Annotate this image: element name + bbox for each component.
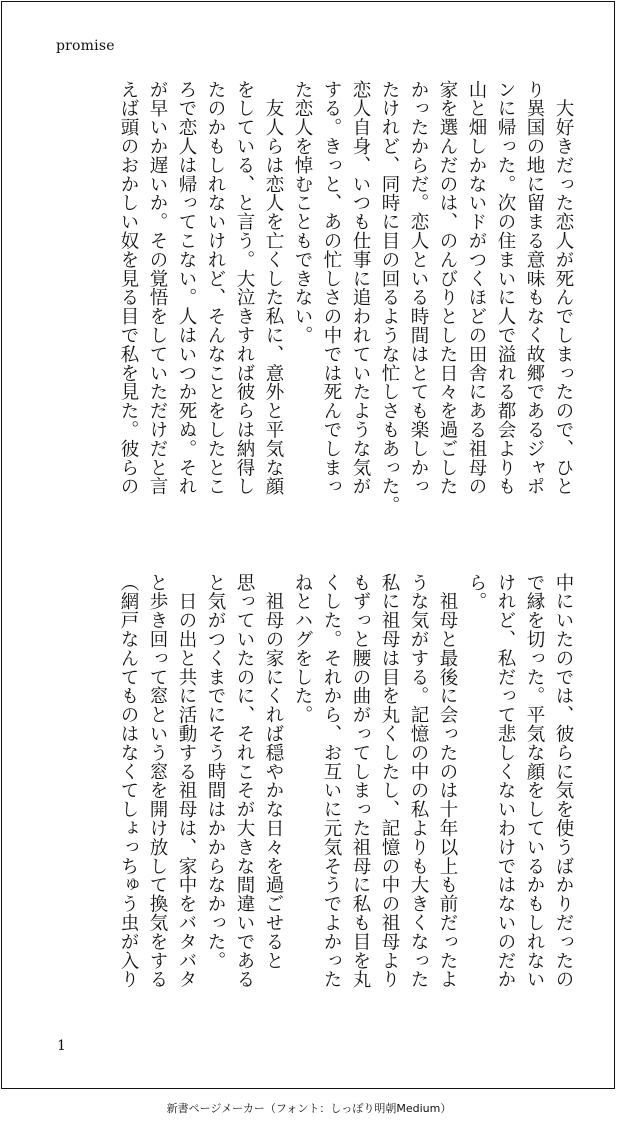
text-column: をしている、と言う。大泣きすれば彼らは納得し <box>234 80 255 496</box>
text-column: うな気がする。記憶の中の私よりも大きくなった <box>408 573 429 989</box>
text-column: と歩き回って窓という窓を開け放して換気をする <box>147 573 168 989</box>
text-column: えば頭のおかしい奴を見る目で私を見た。彼らの <box>118 80 139 496</box>
text-column: で縁を切った。平気な顔をしているかもしれない <box>524 573 545 989</box>
text-column: 私に祖母は目を丸くしたし、記憶の中の祖母より <box>379 573 400 989</box>
text-column: 恋人自身、いつも仕事に追われていたような気が <box>350 80 371 496</box>
text-column: たのかもしれないけれど、そんなことをしたとこ <box>205 80 226 496</box>
text-column: 友人らは恋人を亡くした私に、意外と平気な顔 <box>263 80 284 496</box>
text-column: 山と畑しかないドがつくほどの田舎にある祖母の <box>466 80 487 496</box>
text-column: もずっと腰の曲がってしまった祖母に私も目を丸 <box>350 573 371 989</box>
text-column: ンに帰った。次の住まいに人で溢れる都会よりも <box>495 80 516 496</box>
text-column: する。きっと、あの忙しさの中では死んでしまっ <box>321 80 342 496</box>
text-column: 大好きだった恋人が死んでしまったので、ひと <box>553 80 574 496</box>
text-column: 思っていたのに、それこそが大きな間違いである <box>234 573 255 989</box>
lower-vertical-text <box>54 573 578 1013</box>
text-column: ら。 <box>466 573 487 611</box>
text-column: 祖母と最後に会ったのは十年以上も前だったよ <box>437 573 458 989</box>
text-column: 祖母の家にくれば穏やかな日々を過ごせると <box>263 573 284 970</box>
footer-credit: 新書ページメーカー（フォント：しっぽり明朝Medium） <box>166 1102 452 1115</box>
book-page <box>1 1 615 1089</box>
text-column: り異国の地に留まる意味もなく故郷であるジャポ <box>524 80 545 496</box>
text-column: が早いか遅いか。その覚悟をしていただけだと言 <box>147 80 168 496</box>
text-column: けれど、私だって悲しくないわけではないのだか <box>495 573 516 989</box>
upper-vertical-text <box>54 80 578 550</box>
text-column: ねとハグをした。 <box>292 573 313 725</box>
page-number: 1 <box>57 1038 66 1054</box>
text-column: たけれど、同時に目の回るような忙しさもあった。 <box>379 80 400 515</box>
text-column: かったからだ。恋人といる時間はとても楽しかっ <box>408 80 429 496</box>
text-column: 中にいたのでは、彼らに気を使うばかりだったの <box>553 573 574 989</box>
text-column: ろで恋人は帰ってこない。人はいつか死ぬ。それ <box>176 80 197 496</box>
text-column: 日の出と共に活動する祖母は、家中をバタバタ <box>176 573 197 989</box>
lower-text-block <box>54 573 578 1013</box>
text-column: 家を選んだのは、のんびりとした日々を過ごした <box>437 80 458 496</box>
page-header-title: promise <box>56 38 115 54</box>
text-column: と気がつくまでにそう時間はかからなかった。 <box>205 573 226 970</box>
text-column: くした。それから、お互いに元気そうでよかった <box>321 573 342 989</box>
upper-text-block <box>54 80 578 550</box>
text-column: （網戸なんてものはなくてしょっちゅう虫が入り <box>118 573 139 989</box>
text-column: た恋人を悼むこともできない。 <box>292 80 313 345</box>
